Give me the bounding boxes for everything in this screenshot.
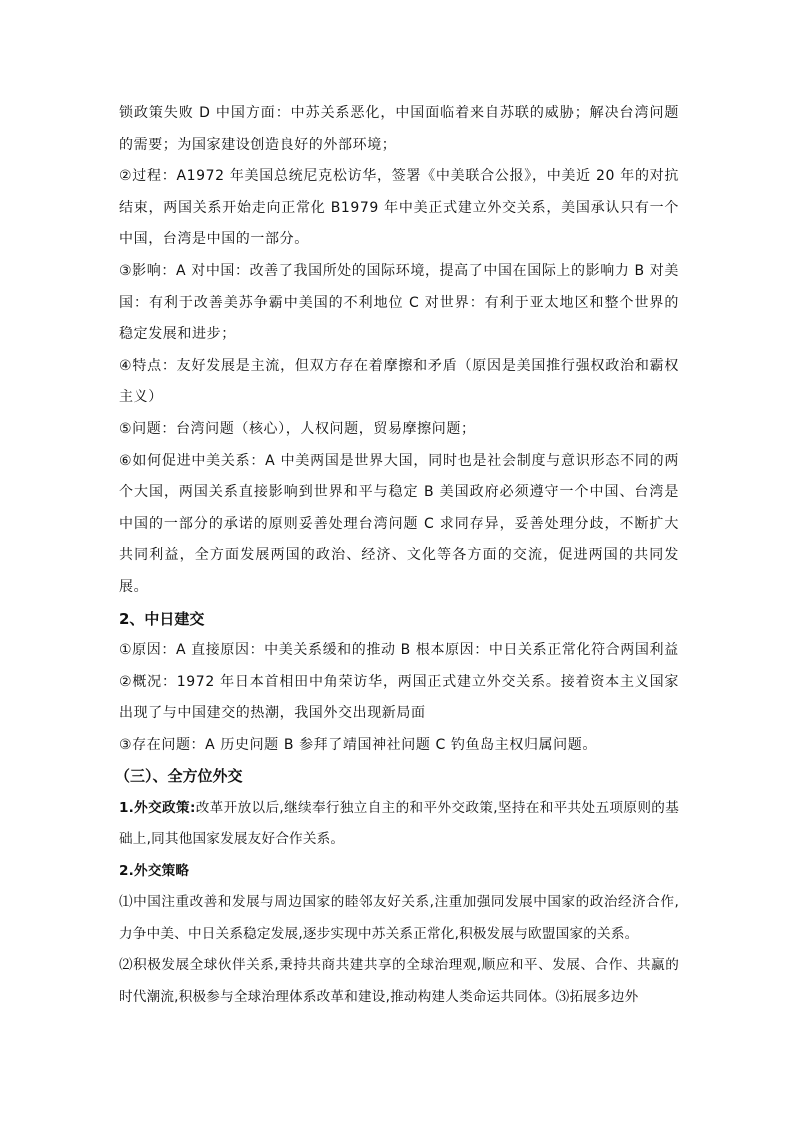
section-heading-china-japan: 2、中日建交 xyxy=(119,609,205,628)
paragraph-japan-reasons: ①原因：A 直接原因：中美关系缓和的推动 B 根本原因：中日关系正常化符合两国利益 xyxy=(119,642,679,659)
paragraph-strategy-2: ⑵积极发展全球伙伴关系,秉持共商共建共享的全球治理观,顺应和平、发展、合作、共赢的时代潮流,积极参与全球治理体系改革和建设,推动构建人类命运共同体。⑶拓展多边外 xyxy=(119,957,679,1005)
document-body xyxy=(115,98,679,1013)
paragraph-us-impact: ③影响：A 对中国：改善了我国所处的国际环境，提高了中国在国际上的影响力 B 对美国：有利于改善美苏争霸中美国的不利地位 C 对世界：有利于亚太地区和整个世界的稳定发展和进步； xyxy=(119,262,679,343)
paragraph-strategy-1: ⑴中国注重改善和发展与周边国家的睦邻友好关系,注重加强同发展中国家的政治经济合作,力争中美、中日关系稳定发展,逐步实现中苏关系正常化,积极发展与欧盟国家的关系。 xyxy=(119,894,679,942)
paragraph-us-issues: ⑤问题：台湾问题（核心），人权问题，贸易摩擦问题； xyxy=(119,420,476,437)
paragraph-us-features: ④特点：友好发展是主流，但双方存在着摩擦和矛盾（原因是美国推行强权政治和霸权主义） xyxy=(119,357,679,406)
paragraph-japan-issues: ③存在问题：A 历史问题 B 参拜了靖国神社问题 C 钓鱼岛主权归属问题。 xyxy=(119,736,597,753)
paragraph-us-background-end: 锁政策失败 D 中国方面：中苏关系恶化，中国面临着来自苏联的威胁；解决台湾问题的需要；为国家建设创造良好的外部环境； xyxy=(119,105,679,153)
paragraph-us-promotion: ⑥如何促进中美关系：A 中美两国是世界大国，同时也是社会制度与意识形态不同的两个大国，两国关系直接影响到世界和平与稳定 B 美国政府必须遵守一个中国、台湾是中国的一部分的承诺的原则妥善处理台湾问题 C 求同存异，妥善处理分歧，不断扩大共同利益，全方面发展两国的政治、经济、文化等各方面的交流，促进两国的共同发展。 xyxy=(119,452,679,595)
foreign-policy-text: 改革开放以后,继续奉行独立自主的和平外交政策,坚持在和平共处五项原则的基础上,同其他国家发展友好合作关系。 xyxy=(119,800,679,848)
strategy-heading: 2.外交策略 xyxy=(119,862,190,879)
section-heading-omnidirectional: （三）、全方位外交 xyxy=(115,767,243,786)
paragraph-japan-overview: ②概况：1972 年日本首相田中角荣访华，两国正式建立外交关系。接着资本主义国家出现了与中国建交的热潮，我国外交出现新局面 xyxy=(119,673,679,722)
paragraph-us-process: ②过程：A1972 年美国总统尼克松访华，签署《中美联合公报》，中美近 20 年的对抗结束，两国关系开始走向正常化 B1979 年中美正式建立外交关系，美国承认只有一个中国，台湾是中国的一部分。 xyxy=(119,168,679,248)
paragraph-foreign-policy xyxy=(119,793,679,856)
foreign-policy-label: 1.外交政策: xyxy=(119,800,196,817)
